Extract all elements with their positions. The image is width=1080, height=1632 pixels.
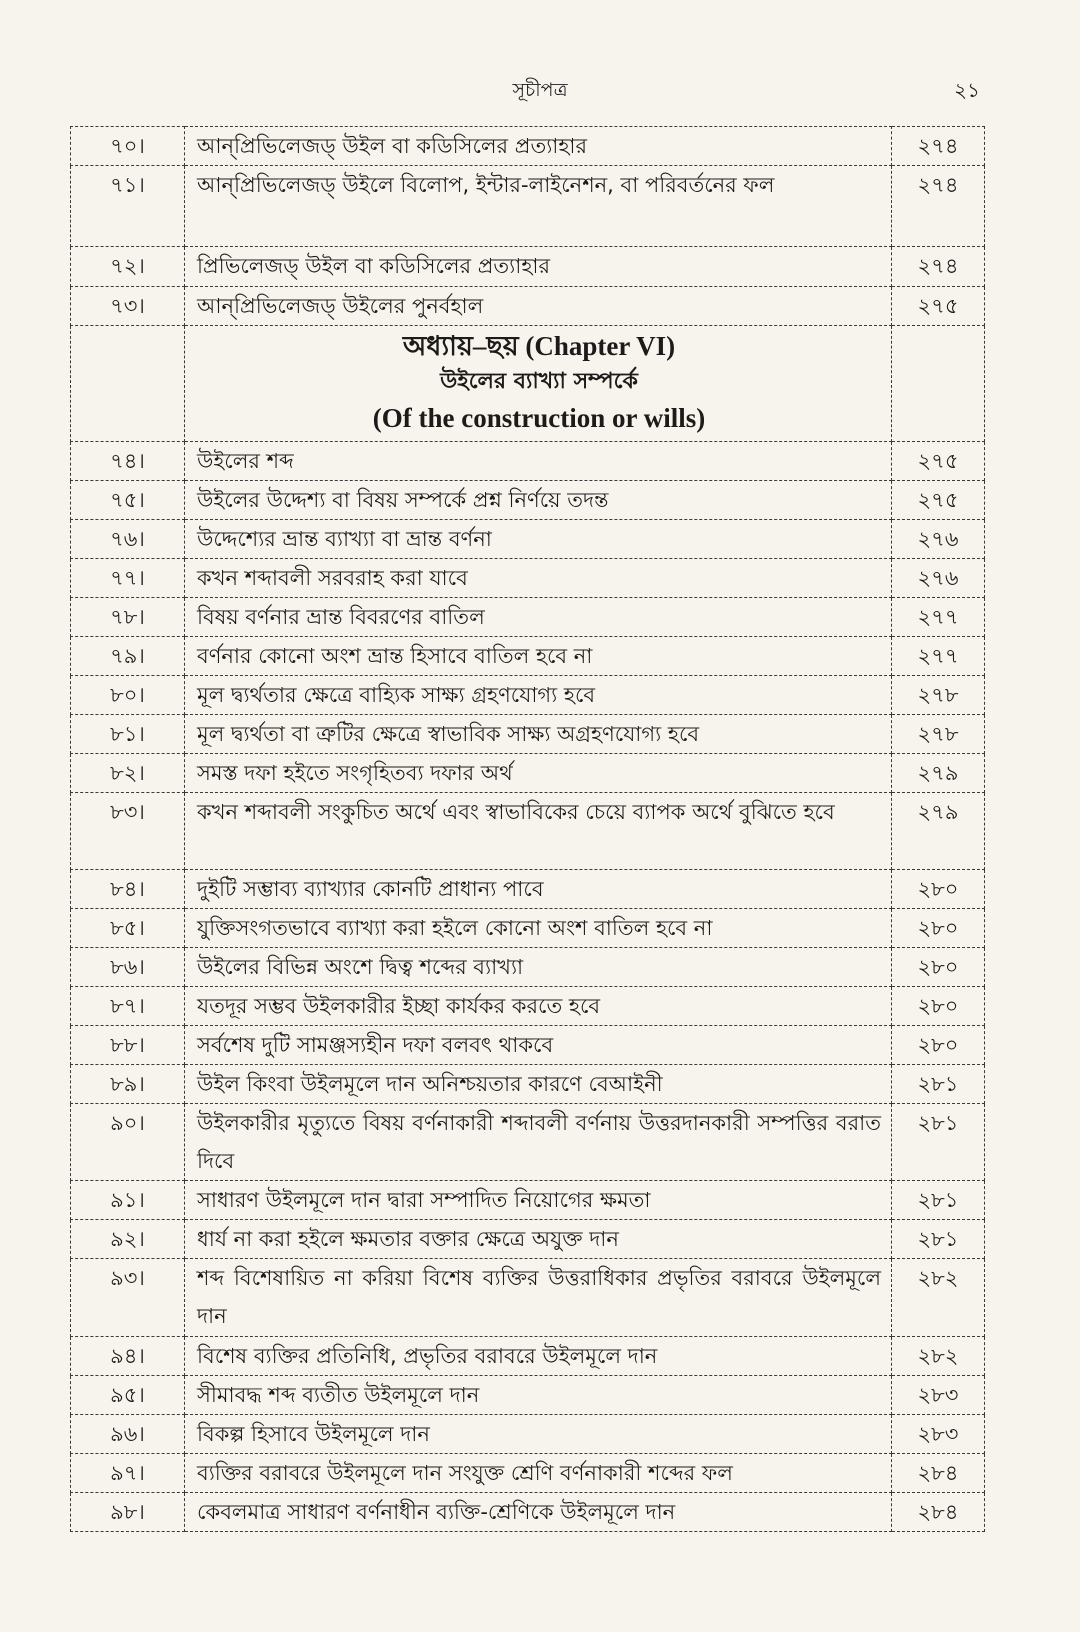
page-ref: ২৭৫ — [892, 481, 985, 520]
section-title: প্রিভিলেজড্ উইল বা কডিসিলের প্রত্যাহার — [185, 247, 892, 287]
page-ref: ২৮১ — [892, 1065, 985, 1104]
section-title: উইলকারীর মৃত্যুতে বিষয় বর্ণনাকারী শব্দাবলী বর্ণনায় উত্তরদানকারী সম্পত্তির বরাত দিবে — [185, 1104, 892, 1181]
section-number: ৭৪। — [71, 442, 185, 481]
page-ref: ২৮৪ — [892, 1454, 985, 1493]
section-title: আন্‌প্রিভিলেজড্ উইলে বিলোপ, ইন্টার-লাইনেশন, বা পরিবর্তনের ফল — [185, 166, 892, 247]
table-row — [71, 1493, 985, 1532]
section-number: ৯৬। — [71, 1415, 185, 1454]
section-number: ৯০। — [71, 1104, 185, 1181]
table-row — [71, 1026, 985, 1065]
table-row — [71, 127, 985, 166]
table-row — [71, 948, 985, 987]
page-ref: ২৮৪ — [892, 1493, 985, 1532]
section-number: ৯৩। — [71, 1259, 185, 1337]
section-number: ৮২। — [71, 754, 185, 793]
page-ref: ২৮০ — [892, 870, 985, 909]
table-row — [71, 1337, 985, 1376]
table-row — [71, 870, 985, 909]
section-title: ব্যক্তির বরাবরে উইলমূলে দান সংযুক্ত শ্রেণি বর্ণনাকারী শব্দের ফল — [185, 1454, 892, 1493]
empty-cell — [892, 326, 985, 442]
section-number: ৮৭। — [71, 987, 185, 1026]
chapter-subtitle-bn: উইলের ব্যাখ্যা সম্পর্কে — [440, 369, 638, 394]
section-number: ৭১। — [71, 166, 185, 247]
table-row — [71, 559, 985, 598]
page-ref: ২৮১ — [892, 1181, 985, 1220]
section-title: আন্‌প্রিভিলেজড্ উইলের পুনর্বহাল — [185, 287, 892, 326]
section-title: উইল কিংবা উইলমূলে দান অনিশ্চয়তার কারণে বেআইনী — [185, 1065, 892, 1104]
table-row — [71, 247, 985, 287]
section-number: ৭৬। — [71, 520, 185, 559]
page-ref: ২৮২ — [892, 1259, 985, 1337]
section-title: যুক্তিসংগতভাবে ব্যাখ্যা করা হইলে কোনো অংশ বাতিল হবে না — [185, 909, 892, 948]
section-title: যতদূর সম্ভব উইলকারীর ইচ্ছা কার্যকর করতে হবে — [185, 987, 892, 1026]
section-title: উইলের উদ্দেশ্য বা বিষয় সম্পর্কে প্রশ্ন নির্ণয়ে তদন্ত — [185, 481, 892, 520]
section-number: ৮১। — [71, 715, 185, 754]
table-row — [71, 715, 985, 754]
table-row — [71, 1454, 985, 1493]
page-number: ২১ — [954, 78, 980, 102]
table-row — [71, 520, 985, 559]
section-number: ৮৯। — [71, 1065, 185, 1104]
table-row — [71, 442, 985, 481]
page-ref: ২৭৪ — [892, 166, 985, 247]
page-ref: ২৮৩ — [892, 1376, 985, 1415]
page-ref: ২৭৮ — [892, 676, 985, 715]
chapter-heading-row — [71, 326, 985, 442]
page-ref: ২৮০ — [892, 1026, 985, 1065]
table-row — [71, 1065, 985, 1104]
table-row — [71, 793, 985, 870]
section-number: ৯১। — [71, 1181, 185, 1220]
section-number: ৯৭। — [71, 1454, 185, 1493]
section-number: ৮৪। — [71, 870, 185, 909]
page-ref: ২৭৫ — [892, 287, 985, 326]
table-row — [71, 1104, 985, 1181]
section-number: ৭২। — [71, 247, 185, 287]
section-number: ৯৮। — [71, 1493, 185, 1532]
table-row — [71, 1415, 985, 1454]
section-title: মূল দ্ব্যর্থতার ক্ষেত্রে বাহ্যিক সাক্ষ্য গ্রহণযোগ্য হবে — [185, 676, 892, 715]
section-number: ৮৮। — [71, 1026, 185, 1065]
table-row — [71, 598, 985, 637]
page-ref: ২৮১ — [892, 1104, 985, 1181]
table-row — [71, 637, 985, 676]
chapter-heading — [185, 326, 892, 442]
table-row — [71, 1259, 985, 1337]
page-ref: ২৭৬ — [892, 559, 985, 598]
section-title: উদ্দেশ্যের ভ্রান্ত ব্যাখ্যা বা ভ্রান্ত বর্ণনা — [185, 520, 892, 559]
section-title: সমস্ত দফা হইতে সংগৃহিতব্য দফার অর্থ — [185, 754, 892, 793]
section-number: ৭৫। — [71, 481, 185, 520]
section-number: ৭০। — [71, 127, 185, 166]
page-header — [0, 76, 1080, 106]
empty-cell — [71, 326, 185, 442]
table-of-contents — [70, 126, 985, 1532]
section-title: কখন শব্দাবলী সরবরাহ করা যাবে — [185, 559, 892, 598]
page-ref: ২৭৭ — [892, 598, 985, 637]
section-number: ৭৩। — [71, 287, 185, 326]
page-ref: ২৮০ — [892, 909, 985, 948]
section-number: ৯৫। — [71, 1376, 185, 1415]
page-ref: ২৭৫ — [892, 442, 985, 481]
section-title: বিকল্প হিসাবে উইলমূলে দান — [185, 1415, 892, 1454]
section-number: ৭৭। — [71, 559, 185, 598]
section-title: সীমাবদ্ধ শব্দ ব্যতীত উইলমূলে দান — [185, 1376, 892, 1415]
section-number: ৯৪। — [71, 1337, 185, 1376]
page-ref: ২৭৬ — [892, 520, 985, 559]
table-row — [71, 754, 985, 793]
section-number: ৮০। — [71, 676, 185, 715]
section-title: বিষয় বর্ণনার ভ্রান্ত বিবরণের বাতিল — [185, 598, 892, 637]
page-ref: ২৭৭ — [892, 637, 985, 676]
table-row — [71, 1376, 985, 1415]
section-title: ধার্য না করা হইলে ক্ষমতার বক্তার ক্ষেত্রে অযুক্ত দান — [185, 1220, 892, 1259]
page-ref: ২৮০ — [892, 948, 985, 987]
section-title: শব্দ বিশেষায়িত না করিয়া বিশেষ ব্যক্তির উত্তরাধিকার প্রভৃতির বরাবরে উইলমূলে দান — [185, 1259, 892, 1337]
section-title: মূল দ্ব্যর্থতা বা ত্রুটির ক্ষেত্রে স্বাভাবিক সাক্ষ্য অগ্রহণযোগ্য হবে — [185, 715, 892, 754]
section-number: ৭৮। — [71, 598, 185, 637]
section-title: বিশেষ ব্যক্তির প্রতিনিধি, প্রভৃতির বরাবরে উইলমূলে দান — [185, 1337, 892, 1376]
section-title: কেবলমাত্র সাধারণ বর্ণনাধীন ব্যক্তি-শ্রেণিকে উইলমূলে দান — [185, 1493, 892, 1532]
page-ref: ২৮১ — [892, 1220, 985, 1259]
page-ref: ২৮৩ — [892, 1415, 985, 1454]
page-ref: ২৭৪ — [892, 247, 985, 287]
table-row — [71, 1181, 985, 1220]
chapter-subtitle-en: (Of the construction or wills) — [372, 403, 706, 433]
page-ref: ২৮২ — [892, 1337, 985, 1376]
table-row — [71, 909, 985, 948]
section-title: কখন শব্দাবলী সংকুচিত অর্থে এবং স্বাভাবিকের চেয়ে ব্যাপক অর্থে বুঝিতে হবে — [185, 793, 892, 870]
section-title: সাধারণ উইলমূলে দান দ্বারা সম্পাদিত নিয়োগের ক্ষমতা — [185, 1181, 892, 1220]
table-row — [71, 481, 985, 520]
table-row — [71, 987, 985, 1026]
section-title: সর্বশেষ দুটি সামঞ্জস্যহীন দফা বলবৎ থাকবে — [185, 1026, 892, 1065]
page-ref: ২৮০ — [892, 987, 985, 1026]
chapter-title: অধ্যায়–ছয় (Chapter VI) — [402, 331, 676, 361]
page-ref: ২৭৪ — [892, 127, 985, 166]
table-row — [71, 676, 985, 715]
section-title: উইলের শব্দ — [185, 442, 892, 481]
section-number: ৮৫। — [71, 909, 185, 948]
table-row — [71, 287, 985, 326]
section-number: ৮৬। — [71, 948, 185, 987]
section-title: উইলের বিভিন্ন অংশে দ্বিত্ব শব্দের ব্যাখ্যা — [185, 948, 892, 987]
page-ref: ২৭৯ — [892, 793, 985, 870]
page-ref: ২৭৯ — [892, 754, 985, 793]
section-title: আন্‌প্রিভিলেজড্ উইল বা কডিসিলের প্রত্যাহার — [185, 127, 892, 166]
page-ref: ২৭৮ — [892, 715, 985, 754]
table-row — [71, 1220, 985, 1259]
section-number: ৮৩। — [71, 793, 185, 870]
page-title: সূচীপত্র — [512, 79, 568, 101]
section-title: বর্ণনার কোনো অংশ ভ্রান্ত হিসাবে বাতিল হবে না — [185, 637, 892, 676]
table-row — [71, 166, 985, 247]
section-title: দুইটি সম্ভাব্য ব্যাখ্যার কোনটি প্রাধান্য পাবে — [185, 870, 892, 909]
section-number: ৭৯। — [71, 637, 185, 676]
section-number: ৯২। — [71, 1220, 185, 1259]
